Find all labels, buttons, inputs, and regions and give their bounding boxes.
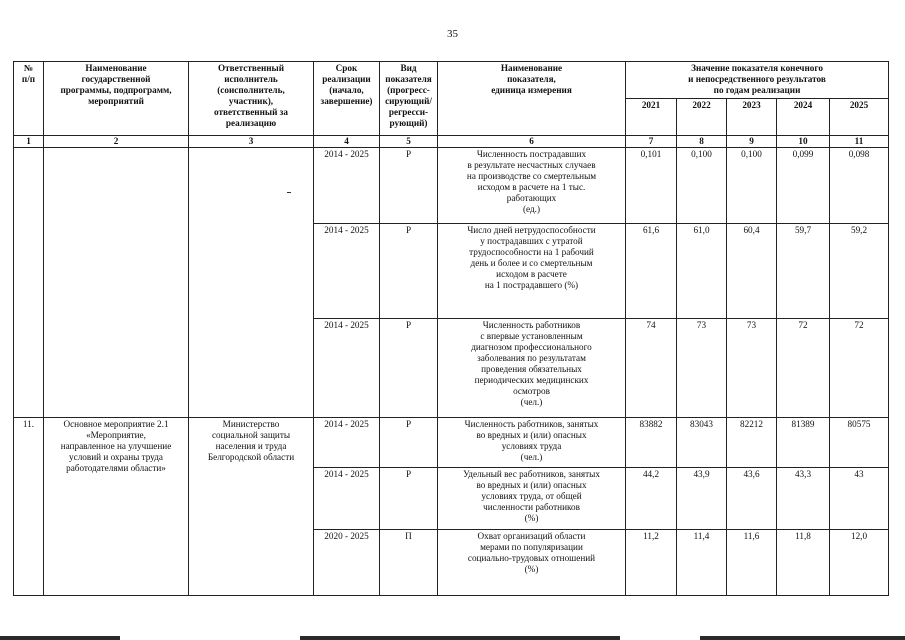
empty-executor-cell [189, 148, 314, 418]
period-cell: 2014 - 2025 [314, 468, 380, 530]
scan-edge-strip [0, 636, 905, 640]
value-cell: 80575 [830, 418, 889, 468]
column-number: 7 [626, 136, 677, 148]
value-cell: 12,0 [830, 530, 889, 596]
value-cell: 59,2 [830, 224, 889, 319]
value-cell: 59,7 [777, 224, 830, 319]
value-cell: 11,8 [777, 530, 830, 596]
period-cell: 2014 - 2025 [314, 224, 380, 319]
column-number: 5 [380, 136, 438, 148]
indicator-name-cell: Охват организаций области мерами по популяризации социально-трудовых отношений (%) [438, 530, 626, 596]
indicator-type-cell: Р [380, 468, 438, 530]
value-cell: 83043 [677, 418, 727, 468]
value-cell: 11,6 [727, 530, 777, 596]
value-cell: 0,101 [626, 148, 677, 224]
table-row [14, 148, 889, 224]
value-cell: 74 [626, 319, 677, 418]
value-cell: 73 [677, 319, 727, 418]
value-cell: 81389 [777, 418, 830, 468]
indicator-name-cell: Численность работников с впервые установленным диагнозом профессионального заболевания по результатам проведения обязательных периодических медицинских осмотров (чел.) [438, 319, 626, 418]
column-number: 1 [14, 136, 44, 148]
table-row [14, 418, 889, 468]
header-executor: Ответственный исполнитель (соисполнитель, участник), ответственный за реализацию [189, 62, 314, 136]
value-cell: 0,099 [777, 148, 830, 224]
value-cell: 73 [727, 319, 777, 418]
value-cell: 72 [830, 319, 889, 418]
indicator-type-cell: П [380, 530, 438, 596]
header-year-2023: 2023 [727, 99, 777, 136]
header-year-2025: 2025 [830, 99, 889, 136]
value-cell: 44,2 [626, 468, 677, 530]
value-cell: 82212 [727, 418, 777, 468]
column-number: 9 [727, 136, 777, 148]
page-number: 35 [447, 28, 458, 40]
header-year-2022: 2022 [677, 99, 727, 136]
column-number: 8 [677, 136, 727, 148]
indicator-type-cell: Р [380, 224, 438, 319]
column-number: 6 [438, 136, 626, 148]
value-cell: 11,2 [626, 530, 677, 596]
dash-mark [287, 192, 291, 193]
header-indicator-type: Вид показателя (прогресс- сирующий/ регресси- рующий) [380, 62, 438, 136]
column-number: 2 [44, 136, 189, 148]
executor-cell: Министерство социальной защиты населения и труда Белгородской области [189, 418, 314, 596]
column-number: 3 [189, 136, 314, 148]
header-indicator-name: Наименование показателя, единица измерения [438, 62, 626, 136]
column-number: 4 [314, 136, 380, 148]
header-year-2024: 2024 [777, 99, 830, 136]
activity-name-cell: Основное мероприятие 2.1 «Мероприятие, направленное на улучшение условий и охраны труда работодателями области» [44, 418, 189, 596]
value-cell: 43,6 [727, 468, 777, 530]
period-cell: 2014 - 2025 [314, 319, 380, 418]
header-values: Значение показателя конечного и непосредственного результатов по годам реализации [626, 62, 889, 99]
value-cell: 0,100 [677, 148, 727, 224]
value-cell: 72 [777, 319, 830, 418]
value-cell: 43,3 [777, 468, 830, 530]
column-number: 11 [830, 136, 889, 148]
value-cell: 61,6 [626, 224, 677, 319]
value-cell: 60,4 [727, 224, 777, 319]
value-cell: 0,100 [727, 148, 777, 224]
indicators-table [13, 61, 889, 596]
indicator-name-cell: Численность работников, занятых во вредных и (или) опасных условиях труда (чел.) [438, 418, 626, 468]
value-cell: 43,9 [677, 468, 727, 530]
header-year-2021: 2021 [626, 99, 677, 136]
value-cell: 0,098 [830, 148, 889, 224]
indicator-type-cell: Р [380, 148, 438, 224]
value-cell: 43 [830, 468, 889, 530]
value-cell: 61,0 [677, 224, 727, 319]
indicator-name-cell: Удельный вес работников, занятых во вредных и (или) опасных условиях труда, от общей численности работников (%) [438, 468, 626, 530]
indicator-name-cell: Численность пострадавших в результате несчастных случаев на производстве со смертельным исходом в расчете на 1 тыс. работающих (ед.) [438, 148, 626, 224]
indicator-type-cell: Р [380, 418, 438, 468]
period-cell: 2020 - 2025 [314, 530, 380, 596]
period-cell: 2014 - 2025 [314, 418, 380, 468]
header-period: Срок реализации (начало, завершение) [314, 62, 380, 136]
indicator-type-cell: Р [380, 319, 438, 418]
header-program-name: Наименование государственной программы, подпрограмм, мероприятий [44, 62, 189, 136]
value-cell: 11,4 [677, 530, 727, 596]
header-number: № п/п [14, 62, 44, 136]
value-cell: 83882 [626, 418, 677, 468]
row-number-cell: 11. [14, 418, 44, 596]
period-cell: 2014 - 2025 [314, 148, 380, 224]
empty-name-cell [44, 148, 189, 418]
empty-number-cell [14, 148, 44, 418]
column-number: 10 [777, 136, 830, 148]
indicator-name-cell: Число дней нетрудоспособности у пострадавших с утратой трудоспособности на 1 рабочий день и более и со смертельным исходом в расчете на 1 пострадавшего (%) [438, 224, 626, 319]
